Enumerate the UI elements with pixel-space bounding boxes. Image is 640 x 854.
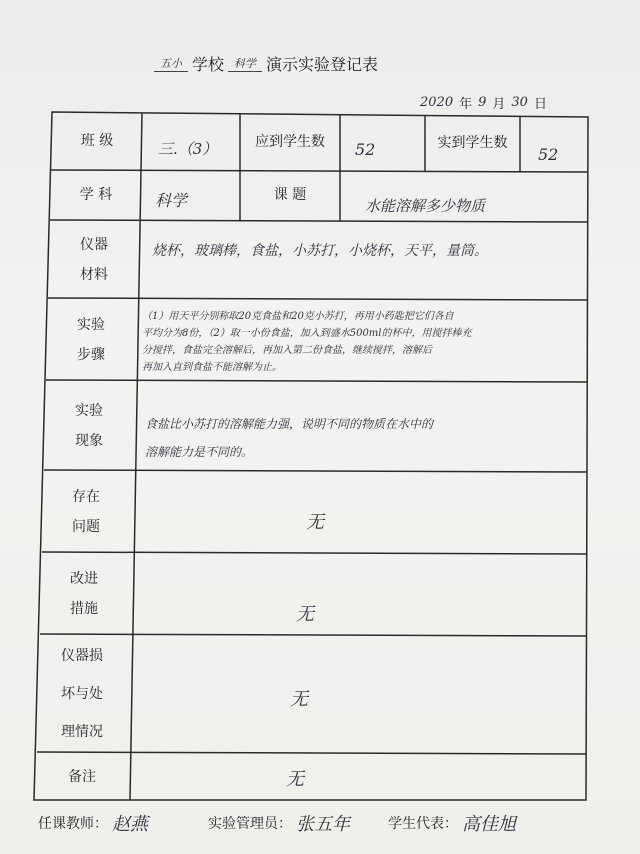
- date-day: 30: [511, 94, 528, 110]
- manager-label: 实验管理员：: [208, 816, 292, 832]
- steps-line: 分搅拌，食盐完全溶解后，再加入第二份食盐，继续搅拌，溶解后: [142, 345, 432, 356]
- teacher-signature-field: [38, 808, 148, 838]
- phenomenon-label-line1: 实验: [75, 403, 103, 419]
- day-label: 日: [533, 96, 547, 112]
- teacher-label: 任课教师：: [38, 816, 108, 832]
- steps-label-line2: 步骤: [77, 347, 105, 363]
- damage-label-line1: 仪器损: [61, 648, 103, 664]
- steps-label: [48, 300, 134, 380]
- class-value: 三.（3）: [158, 140, 218, 158]
- phenomenon-line: 溶解能力是不同的。: [145, 445, 254, 459]
- equipment-label-line2: 材料: [80, 267, 108, 283]
- teacher-signature: 赵燕: [112, 814, 148, 835]
- equipment-value: 烧杯，玻璃棒，食盐，小苏打，小烧杯，天平，量筒。: [152, 243, 488, 259]
- steps-label-line1: 实验: [77, 317, 105, 333]
- problems-label-line2: 问题: [72, 519, 100, 535]
- improvement-value: 无: [296, 604, 314, 625]
- problems-value: 无: [306, 512, 324, 533]
- month-label: 月: [492, 96, 506, 112]
- steps-line: 再加入直到食盐不能溶解为止。: [142, 362, 282, 373]
- steps-value: [142, 308, 472, 376]
- equipment-label-line1: 仪器: [80, 237, 108, 253]
- topic-value: 水能溶解多少物质: [365, 197, 486, 215]
- manager-signature: 张五年: [296, 814, 350, 835]
- year-label: 年: [459, 96, 473, 112]
- damage-label: [40, 636, 124, 752]
- improvement-label: [42, 554, 126, 634]
- topic-label: 课 题: [273, 187, 307, 203]
- student-signature: 高佳旭: [462, 814, 516, 835]
- student-signature-field: [388, 808, 516, 838]
- problems-label: [44, 472, 128, 552]
- phenomenon-value: [145, 410, 433, 466]
- damage-value: 无: [290, 689, 308, 710]
- subject-value: 科学: [155, 191, 188, 210]
- title-suffix: 演示实验登记表: [266, 54, 379, 74]
- date-month: 9: [478, 94, 487, 110]
- manager-signature-field: [208, 808, 350, 838]
- expected-students-label: 应到学生数: [255, 134, 325, 150]
- damage-label-line2: 坏与处: [61, 686, 103, 702]
- improvement-label-line2: 措施: [70, 601, 98, 617]
- actual-students-label: 实到学生数: [437, 135, 508, 151]
- school-suffix: 学校: [192, 54, 225, 74]
- notes-value: 无: [286, 769, 304, 790]
- notes-label: 备注: [68, 769, 96, 785]
- class-label: 班 级: [80, 133, 114, 149]
- steps-line: 平均分为8份，（2）取一小份食盐，加入到盛水500ml的杯中，用搅拌棒充: [142, 328, 472, 339]
- phenomenon-label: [46, 382, 132, 470]
- student-label: 学生代表：: [388, 816, 458, 832]
- actual-students-value: 52: [538, 145, 559, 164]
- problems-label-line1: 存在: [72, 489, 100, 505]
- phenomenon-line: 食盐比小苏打的溶解能力强，说明不同的物质在水中的: [145, 417, 434, 431]
- date-year: 2020: [420, 94, 454, 110]
- steps-line: （1）用天平分别称取20克食盐和20克小苏打，再用小药匙把它们各自: [142, 311, 454, 322]
- improvement-label-line1: 改进: [70, 571, 98, 587]
- subject-label: 学 科: [79, 187, 113, 203]
- subject-handwritten: 科学: [228, 55, 262, 72]
- expected-students-value: 52: [355, 140, 376, 159]
- equipment-label: [50, 222, 138, 298]
- damage-label-line3: 理情况: [61, 724, 103, 740]
- school-name-handwritten: 五小: [154, 55, 188, 72]
- phenomenon-label-line2: 现象: [75, 433, 103, 449]
